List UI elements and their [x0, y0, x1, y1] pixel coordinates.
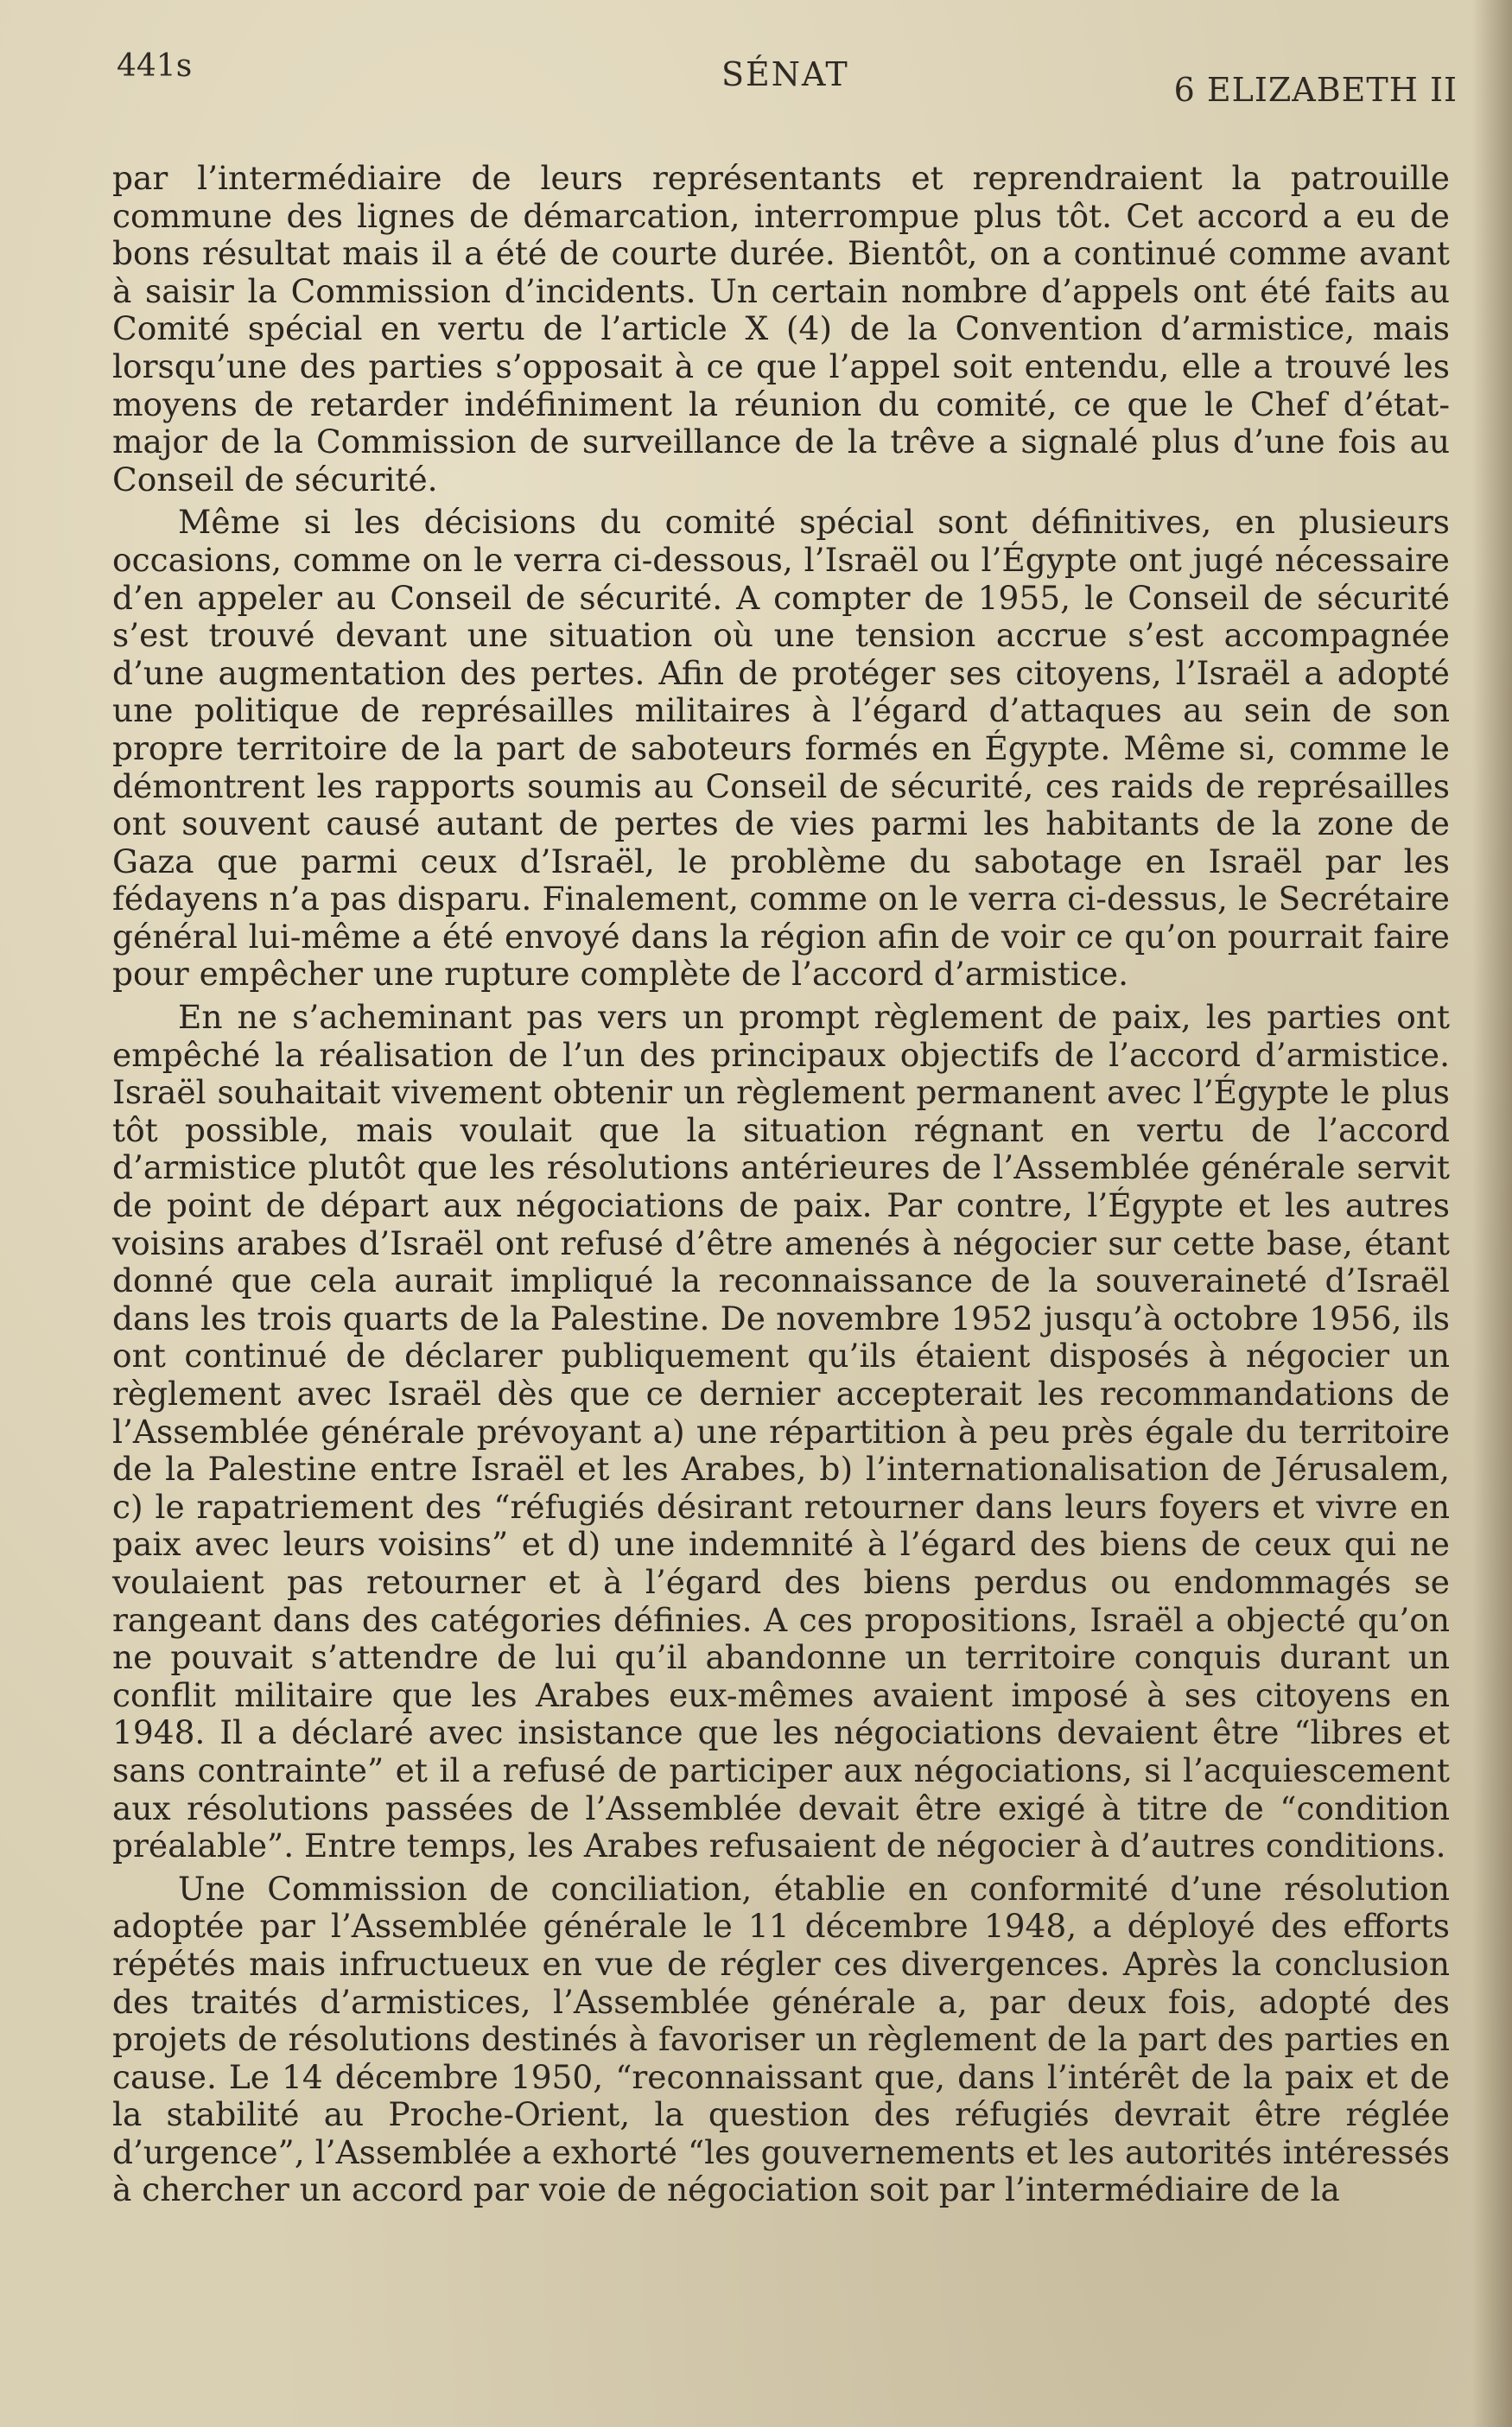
body-text: [112, 160, 1450, 2214]
running-title: SÉNAT: [721, 55, 849, 93]
paragraph-2: Même si les décisions du comité spécial sont définitives, en plusieurs occasions, comme on le verra ci-dessous, l’Israël ou l’Égypte ont jugé nécessaire d’en appeler au Conseil de sécurité. A compter de 1955, le Conseil de sécurité s’est trouvé devant une situation où une tension accrue s’est accompagnée d’une augmentation des pertes. Afin de protéger ses citoyens, l’Israël a adopté une politique de représailles militaires à l’égard d’attaques au sein de son propre territoire de la part de saboteurs formés en Égypte. Même si, comme le démontrent les rapports soumis au Conseil de sécurité, ces raids de représailles ont souvent causé autant de pertes de vies parmi les habitants de la zone de Gaza que parmi ceux d’Israël, le problème du sabotage en Israël par les fédayens n’a pas disparu. Finalement, comme on le verra ci-dessus, le Secrétaire général lui-même a été envoyé dans la région afin de voir ce qu’on pourrait faire pour empêcher une rupture complète de l’accord d’armistice.: [112, 503, 1450, 994]
paragraph-4: Une Commission de conciliation, établie en conformité d’une résolution adoptée par l’Assemblée générale le 11 décembre 1948, a déployé des efforts répétés mais infructueux en vue de régler ces divergences. Après la conclusion des traités d’armistices, l’Assemblée générale a, par deux fois, adopté des projets de résolutions destinés à favoriser un règlement de la part des parties en cause. Le 14 décembre 1950, “reconnaissant que, dans l’intérêt de la paix et de la stabilité au Proche-Orient, la question des réfugiés devrait être réglée d’urgence”, l’Assemblée a exhorté “les gouvernements et les autorités intéressés à chercher un accord par voie de négociation soit par l’intermédiaire de la: [112, 1869, 1450, 2209]
regnal-year: 6 ELIZABETH II: [1173, 71, 1458, 109]
page-number: 441s: [117, 48, 193, 84]
page-edge-shadow: [1472, 0, 1512, 2427]
paragraph-1: par l’intermédiaire de leurs représentants et reprendraient la patrouille commune des lignes de démarcation, interrompue plus tôt. Cet accord a eu de bons résultat mais il a été de courte durée. Bientôt, on a continué comme avant à saisir la Commission d’incidents. Un certain nombre d’appels ont été faits au Comité spécial en vertu de l’article X (4) de la Convention d’armistice, mais lorsqu’une des parties s’opposait à ce que l’appel soit entendu, elle a trouvé les moyens de retarder indéfiniment la réunion du comité, ce que le Chef d’état-major de la Commission de surveillance de la trêve a signalé plus d’une fois au Conseil de sécurité.: [112, 159, 1450, 499]
paragraph-3: En ne s’acheminant pas vers un prompt règlement de paix, les parties ont empêché la réalisation de l’un des principaux objectifs de l’accord d’armistice. Israël souhaitait vivement obtenir un règlement permanent avec l’Égypte le plus tôt possible, mais voulait que la situation régnant en vertu de l’accord d’armistice plutôt que les résolutions antérieures de l’Assemblée générale servit de point de départ aux négociations de paix. Par contre, l’Égypte et les autres voisins arabes d’Israël ont refusé d’être amenés à négocier sur cette base, étant donné que cela aurait impliqué la reconnaissance de la souveraineté d’Israël dans les trois quarts de la Palestine. De novembre 1952 jusqu’à octobre 1956, ils ont continué de déclarer publiquement qu’ils étaient disposés à négocier un règlement avec Israël dès que ce dernier accepterait les recommandations de l’Assemblée générale prévoyant a) une répartition à peu près égale du territoire de la Palestine entre Israël et les Arabes, b) l’internationalisation de Jérusalem, c) le rapatriement des “réfugiés désirant retourner dans leurs foyers et vivre en paix avec leurs voisins” et d) une indemnité à l’égard des biens de ceux qui ne voulaient pas retourner et à l’égard des biens perdus ou endommagés se rangeant dans des catégories définies. A ces propositions, Israël a objecté qu’on ne pouvait s’attendre de lui qu’il abandonne un territoire conquis durant un conflit militaire que les Arabes eux-mêmes avaient imposé à ses citoyens en 1948. Il a déclaré avec insistance que les négociations devaient être “libres et sans contrainte” et il a refusé de participer aux négociations, si l’acquiescement aux résolutions passées de l’Assemblée devait être exigé à titre de “condition préalable”. Entre temps, les Arabes refusaient de négocier à d’autres conditions.: [112, 998, 1450, 1865]
page-header: [117, 45, 1458, 109]
